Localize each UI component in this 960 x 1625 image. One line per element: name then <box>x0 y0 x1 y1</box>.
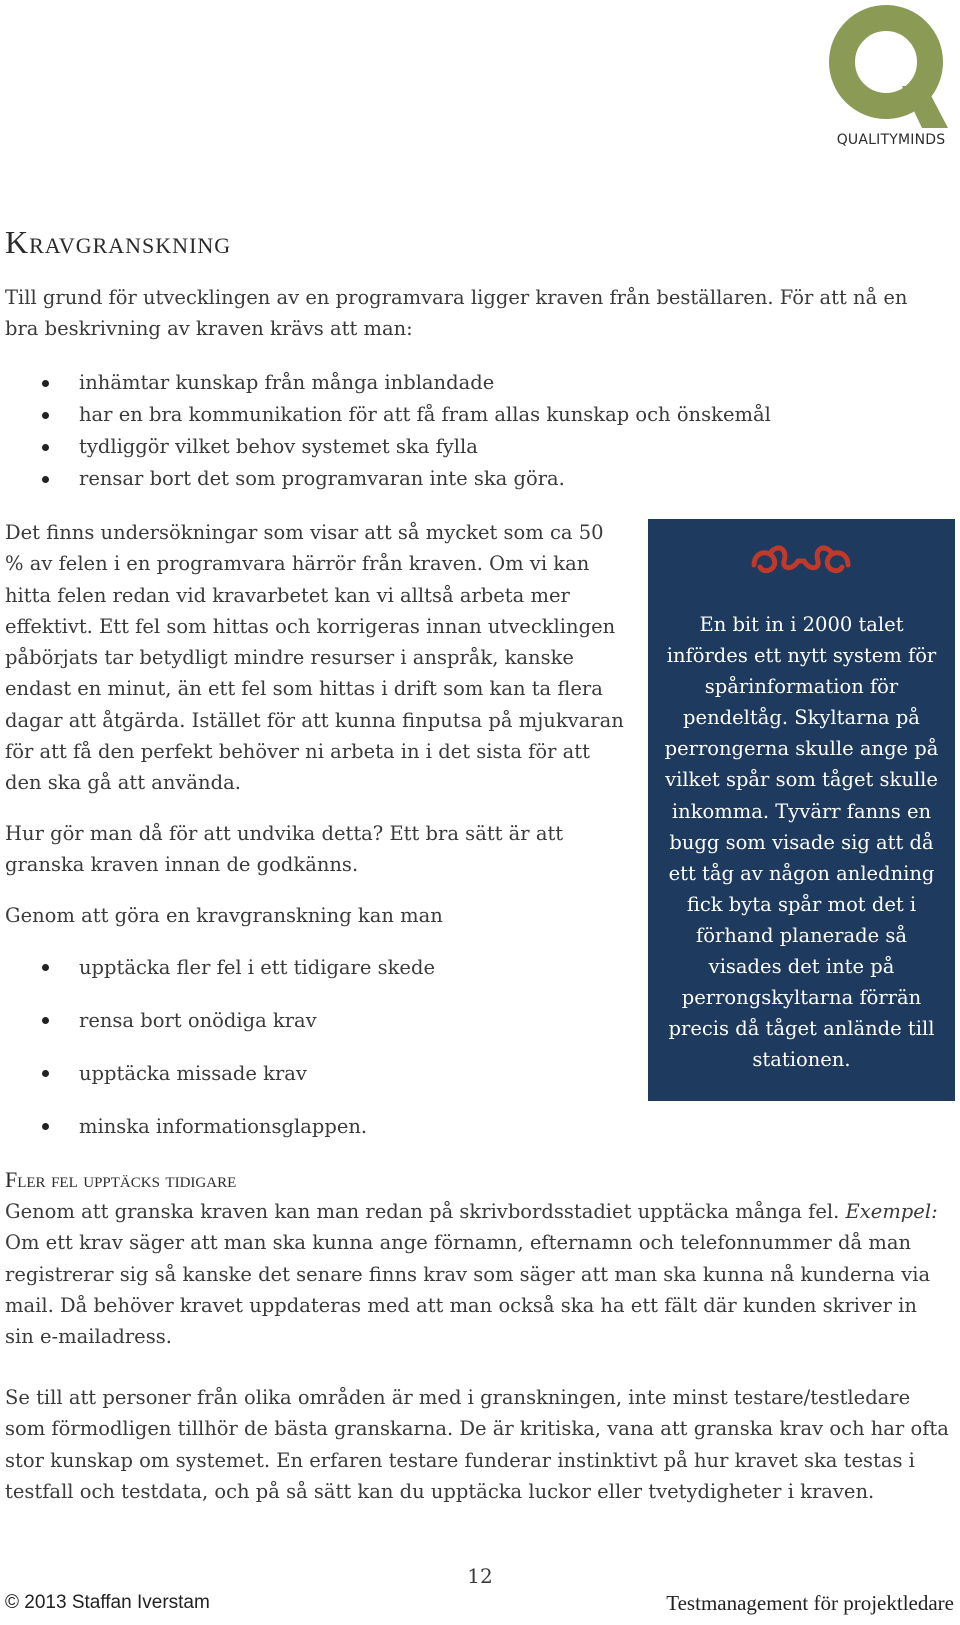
example-label: Exempel: <box>845 1200 938 1223</box>
bullet-icon <box>42 444 49 451</box>
research-paragraph: Det finns undersökningar som visar att så mycket som ca 50 % av felen i en programvara härrör från kraven. Om vi kan hitta felen redan vid kravarbetet kan vi alltså arbeta mer effektivt. Ett fel som hittas och korrigeras innan utvecklingen påbörjats tar betydligt mindre resurser i anspråk, kanske endast en minut, än ett fel som hittas i drift som kan ta flera dagar att åtgärda. Istället för att kunna finputsa på mjukvaran för att få den perfekt behöver ni arbeta in i det sista för att den ska gå att använda. <box>5 521 624 795</box>
list-item: tydliggör vilket behov systemet ska fylla <box>5 431 771 463</box>
bullet-icon <box>42 476 49 483</box>
section-heading: Fler fel upptäcks tidigare <box>5 1167 237 1192</box>
benefits-list <box>5 952 435 1164</box>
decorative-flourish-icon <box>748 539 854 579</box>
sidebar-text: En bit in i 2000 talet infördes ett nytt system för spårinformation för pendeltåg. Skyltarna på perrongerna skulle ange på vilket spår som tåget skulle inkomma. Tyvärr fanns en bugg som visade sig att då ett tåg av någon anledning fick byta spår mot det i förhand planerade så visades det inte på perrongskyltarna förrän precis då tåget anlände till stationen. <box>664 613 939 1072</box>
sidebar-box <box>648 519 955 1101</box>
page-number: 12 <box>467 1564 493 1588</box>
footer-title: Testmanagement för projektledare <box>666 1591 954 1615</box>
list-item: har en bra kommunikation för att få fram allas kunskap och önskemål <box>5 399 771 431</box>
bullet-icon <box>42 1070 49 1077</box>
requirements-list <box>5 367 771 495</box>
benefits-intro: Genom att göra en kravgranskning kan man <box>5 904 443 927</box>
bullet-icon <box>42 1123 49 1130</box>
list-item: minska informationsglappen. <box>5 1111 435 1164</box>
bullet-icon <box>42 412 49 419</box>
list-item: rensa bort onödiga krav <box>5 1005 435 1058</box>
bullet-icon <box>42 380 49 387</box>
list-item: upptäcka missade krav <box>5 1058 435 1111</box>
intro-paragraph: Till grund för utvecklingen av en programvara ligger kraven från beställaren. För att nå en bra beskrivning av kraven krävs att man: <box>5 286 908 341</box>
logo-wordmark: QUALITYMINDS <box>836 132 946 148</box>
early-detection-paragraph: Genom att granska kraven kan man redan på skrivbordsstadiet upptäcka många fel. Exempel: Om ett krav säger att man ska kunna ange förnamn, efternamn och telefonnummer då man registrerar sig så kanske det senare finns krav som säger att man ska kunna nå kunderna via mail. Då behöver kravet uppdateras med att man också ska ha ett fält där kunden skriver in sin e-mailadress. <box>5 1200 938 1349</box>
list-item: rensar bort det som programvaran inte ska göra. <box>5 463 771 495</box>
list-item: inhämtar kunskap från många inblandade <box>5 367 771 399</box>
bullet-icon <box>42 1017 49 1024</box>
qualityminds-logo <box>826 0 956 160</box>
question-paragraph: Hur gör man då för att undvika detta? Ett bra sätt är att granska kraven innan de godkänns. <box>5 822 564 877</box>
q-logo-icon <box>826 0 956 132</box>
bullet-icon <box>42 964 49 971</box>
reviewers-paragraph: Se till att personer från olika områden är med i granskningen, inte minst testare/testledare som förmodligen tillhör de bästa granskarna. De är kritiska, vana att granska krav och har ofta stor kunskap om systemet. En erfaren testare funderar instinktivt på hur kravet ska testas i testfall och testdata, och på så sätt kan du upptäcka luckor eller tvetydigheter i kraven. <box>5 1386 949 1503</box>
page-title: Kravgranskning <box>5 224 232 260</box>
footer-copyright: © 2013 Staffan Iverstam <box>5 1592 210 1613</box>
list-item: upptäcka fler fel i ett tidigare skede <box>5 952 435 1005</box>
